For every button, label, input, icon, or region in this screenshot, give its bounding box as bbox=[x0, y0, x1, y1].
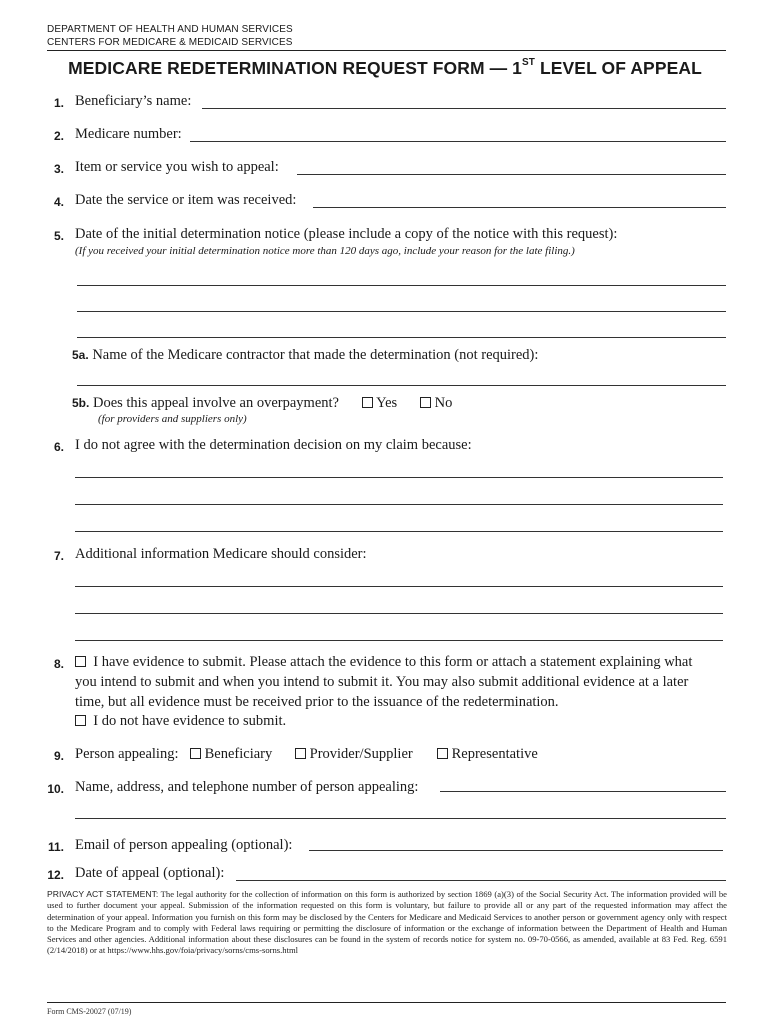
q7-label: Additional information Medicare should consider: bbox=[75, 546, 367, 562]
overpayment-no-option[interactable]: No bbox=[420, 395, 452, 412]
has-evidence-option[interactable]: I have evidence to submit. Please attach the evidence to this form or attach a statement explaining what bbox=[75, 654, 692, 671]
q9-number: 9. bbox=[53, 749, 64, 763]
appellant-contact-field[interactable] bbox=[440, 791, 726, 792]
q5-line-1[interactable] bbox=[77, 285, 726, 286]
q8-number: 8. bbox=[53, 657, 64, 671]
form-title: MEDICARE REDETERMINATION REQUEST FORM — 1ST LEVEL OF APPEAL bbox=[68, 57, 702, 78]
beneficiary-name-field[interactable] bbox=[202, 108, 726, 109]
q6-number: 6. bbox=[53, 440, 64, 454]
q11-number: 11. bbox=[47, 840, 64, 854]
agency-line-1: DEPARTMENT OF HEALTH AND HUMAN SERVICES bbox=[47, 24, 293, 35]
q5b-label: 5b. Does this appeal involve an overpayment? bbox=[72, 395, 339, 411]
representative-checkbox[interactable] bbox=[437, 748, 448, 759]
privacy-act-statement bbox=[47, 889, 727, 957]
q6-label: I do not agree with the determination decision on my claim because: bbox=[75, 437, 472, 453]
appellant-beneficiary-option[interactable]: Beneficiary bbox=[190, 746, 272, 763]
appellant-email-field[interactable] bbox=[309, 850, 723, 851]
has-evidence-checkbox[interactable] bbox=[75, 656, 86, 667]
q7-number: 7. bbox=[53, 549, 64, 563]
q8-text-line-3: time, but all evidence must be received prior to the issuance of the redetermination. bbox=[75, 694, 559, 710]
q8-text-line-2: you intend to submit and when you intend to submit it. You may also submit additional evidence at a later bbox=[75, 674, 689, 690]
overpayment-no-checkbox[interactable] bbox=[420, 397, 431, 408]
overpayment-yes-option[interactable]: Yes bbox=[362, 395, 397, 412]
appellant-representative-option[interactable]: Representative bbox=[437, 746, 538, 763]
q9-label: Person appealing: bbox=[75, 746, 179, 762]
q6-line-2[interactable] bbox=[75, 504, 723, 505]
q6-line-3[interactable] bbox=[75, 531, 723, 532]
q4-number: 4. bbox=[53, 195, 64, 209]
q4-label: Date the service or item was received: bbox=[75, 192, 297, 208]
form-number: Form CMS-20027 (07/19) bbox=[47, 1007, 132, 1016]
q7-line-2[interactable] bbox=[75, 613, 723, 614]
appeal-date-field[interactable] bbox=[236, 880, 726, 881]
q7-line-3[interactable] bbox=[75, 640, 723, 641]
item-service-field[interactable] bbox=[297, 174, 726, 175]
no-evidence-checkbox[interactable] bbox=[75, 715, 86, 726]
privacy-lead: PRIVACY ACT STATEMENT: bbox=[47, 889, 159, 899]
medicare-number-field[interactable] bbox=[190, 141, 726, 142]
appellant-provider-option[interactable]: Provider/Supplier bbox=[295, 746, 413, 763]
provider-supplier-checkbox[interactable] bbox=[295, 748, 306, 759]
header-rule bbox=[47, 50, 726, 51]
q5a-label: 5a. Name of the Medicare contractor that made the determination (not required): bbox=[72, 347, 539, 363]
q2-number: 2. bbox=[53, 129, 64, 143]
q1-number: 1. bbox=[53, 96, 64, 110]
beneficiary-checkbox[interactable] bbox=[190, 748, 201, 759]
q7-line-1[interactable] bbox=[75, 586, 723, 587]
q3-number: 3. bbox=[53, 162, 64, 176]
date-received-field[interactable] bbox=[313, 207, 726, 208]
q10-label: Name, address, and telephone number of person appealing: bbox=[75, 779, 419, 795]
q1-label: Beneficiary’s name: bbox=[75, 93, 192, 109]
q5-line-3[interactable] bbox=[77, 337, 726, 338]
q5b-note: (for providers and suppliers only) bbox=[98, 413, 247, 425]
footer-rule bbox=[47, 1002, 726, 1003]
appellant-contact-line-2[interactable] bbox=[75, 818, 726, 819]
no-evidence-option[interactable]: I do not have evidence to submit. bbox=[75, 713, 286, 730]
contractor-name-field[interactable] bbox=[77, 385, 726, 386]
q12-number: 12. bbox=[47, 868, 64, 882]
q2-label: Medicare number: bbox=[75, 126, 182, 142]
q5-number: 5. bbox=[53, 229, 64, 243]
q3-label: Item or service you wish to appeal: bbox=[75, 159, 279, 175]
overpayment-yes-checkbox[interactable] bbox=[362, 397, 373, 408]
q5-line-2[interactable] bbox=[77, 311, 726, 312]
privacy-text: The legal authority for the collection of information on this form is authorized by section 1869 (a)(3) of the Social Security Act. The information provided will be used to further document your appeal. Submission of the information requested on this form is voluntary, but failure to provide all or any part of the requested information may affect the determination of your appeal. Information you furnish on this form may be disclosed by the Centers for Medicare and Medicaid Services to another person or government agency only with respect to the Medicare Program and to comply with Federal laws requiring or permitting the disclosure of information or the exchange of information between the Department of Health and Human Services and other agencies. Additional information about these disclosures can be found in the system of records notice for system no. 09-70-0566, as amended, available at 83 Fed. Reg. 6591 (2/14/2018) or at https://www.hhs.gov/foia/privacy/sorns/cms-sorns.html bbox=[47, 889, 727, 956]
agency-line-2: CENTERS FOR MEDICARE & MEDICAID SERVICES bbox=[47, 37, 293, 48]
q6-line-1[interactable] bbox=[75, 477, 723, 478]
q5-note: (If you received your initial determination notice more than 120 days ago, include your reason for the late filing.) bbox=[75, 245, 575, 257]
q10-number: 10. bbox=[47, 782, 64, 796]
q5-label: Date of the initial determination notice (please include a copy of the notice with this request): bbox=[75, 226, 618, 242]
q11-label: Email of person appealing (optional): bbox=[75, 837, 293, 853]
q12-label: Date of appeal (optional): bbox=[75, 865, 225, 881]
